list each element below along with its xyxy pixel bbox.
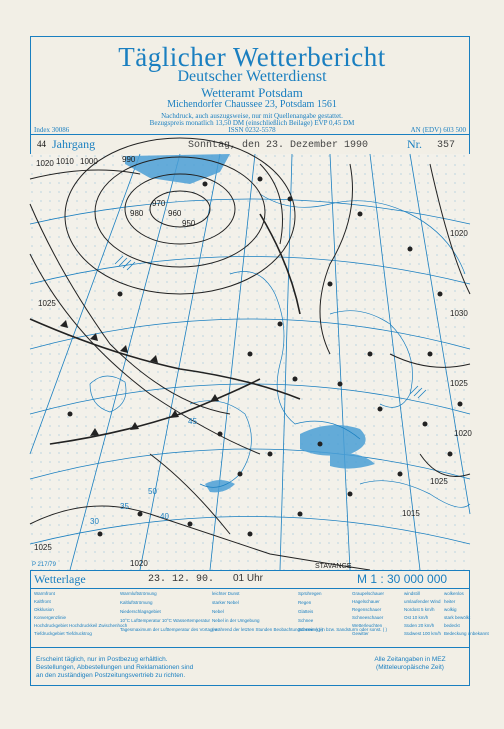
place-label: STAVANGE — [315, 563, 352, 570]
footer-subscription: Erscheint täglich, nur im Postbezug erhältlich. Bestellungen, Abbestellungen und Reklamationen sind an den zuständigen Postzeitungsvertrieb zu richten. — [36, 656, 194, 679]
notice-price: Bezugspreis monatlich 13,50 DM (einschließlich Beilage) EVP 0,45 DM — [149, 119, 355, 127]
page-title: Täglicher Wetterbericht — [118, 42, 386, 72]
wetterlage-label: Wetterlage — [34, 572, 86, 586]
svg-text:1020: 1020 — [450, 229, 468, 238]
svg-text:30: 30 — [90, 517, 99, 526]
svg-text:40: 40 — [160, 512, 169, 521]
legend-col3: leichter Dunst starker Nebel Nebel Nebel in der Umgebung ( während der letzten Stunden Beobachtungstermin ) ( ) — [212, 591, 324, 632]
address: Michendorfer Chaussee 23, Potsdam 1561 — [167, 99, 337, 110]
svg-text:1030: 1030 — [450, 309, 468, 318]
svg-text:980: 980 — [130, 209, 144, 218]
publisher: Deutscher Wetterdienst — [177, 68, 327, 85]
svg-text:960: 960 — [168, 209, 182, 218]
svg-text:1025: 1025 — [38, 299, 56, 308]
legend-col5: Graupelschauer Hagelschauer Regenschauer Schneeschauer Wetterleuchten Gewitter — [352, 591, 385, 636]
map-scale: M 1 : 30 000 000 — [357, 572, 448, 586]
office: Wetteramt Potsdam — [201, 85, 303, 100]
svg-text:1025: 1025 — [450, 379, 468, 388]
svg-text:1015: 1015 — [402, 509, 420, 518]
svg-text:990: 990 — [122, 155, 136, 164]
weather-map — [30, 154, 470, 570]
svg-text:1010: 1010 — [56, 157, 74, 166]
plate-ref: P 217/79 — [32, 562, 56, 568]
svg-text:1025: 1025 — [430, 477, 448, 486]
legend-col4: Sprühregen Regen Glatteis Schnee Schneeregen bzw. Sandsturm oder sonst. ( ) — [298, 591, 388, 632]
svg-text:1020: 1020 — [454, 429, 472, 438]
issue-nr-value: 357 — [437, 140, 456, 151]
svg-text:35: 35 — [120, 502, 129, 511]
jahrgang-label: Jahrgang — [52, 137, 96, 151]
index-number: Index 30086 — [34, 126, 70, 134]
an-code: AN (EDV) 603 500 — [410, 126, 466, 134]
legend-col7: wolkenlos heiter wolkig stark bewölkt bedeckt Bedeckung unbekannt — [444, 591, 489, 636]
wetterlage-date: 23. 12. 90. — [148, 574, 215, 585]
ocean-dots — [30, 154, 470, 570]
svg-text:1025: 1025 — [34, 543, 52, 552]
svg-text:1020: 1020 — [36, 159, 54, 168]
notice-reprint: Nachdruck, auch auszugsweise, nur mit Quellenangabe gestattet. — [161, 112, 343, 120]
svg-text:45: 45 — [188, 417, 197, 426]
legend — [30, 587, 489, 648]
svg-text:950: 950 — [182, 219, 196, 228]
svg-text:1020: 1020 — [130, 559, 148, 568]
issue-nr-label: Nr. — [407, 137, 422, 151]
footer-timezone: Alle Zeitangaben in MEZ (Mitteleuropäische Zeit) — [374, 656, 446, 671]
legend-col1: Warmfront Kaltfront Okklusion Konvergenzlinie Hochdruckgebiet Hochdruckkeil Zwischenhoch Tiefdruckgebiet Tiefdrucktrog — [34, 591, 128, 636]
legend-col2: Warmluftströmung Kaltluftströmung Niederschlagsgebiet 10°C Lufttemperatur 10°C Wassertemperatur Tagesmaximum der Lufttemperatur des Vortages — [120, 591, 218, 632]
wetterlage-time: 01 Uhr — [233, 573, 264, 584]
issue-date: Sonntag, den 23. Dezember 1990 — [188, 140, 369, 151]
issn: ISSN 0232-5578 — [228, 126, 276, 134]
jahrgang-number: 44 — [37, 139, 46, 149]
legend-col6: windstill umlaufender Wind Nordost 5 km/h Ost 10 km/h Süden 20 km/h Südwest 100 km/h — [404, 591, 442, 636]
svg-text:50: 50 — [148, 487, 157, 496]
svg-text:970: 970 — [152, 199, 166, 208]
svg-text:1000: 1000 — [80, 157, 98, 166]
weather-map-svg — [30, 154, 470, 570]
